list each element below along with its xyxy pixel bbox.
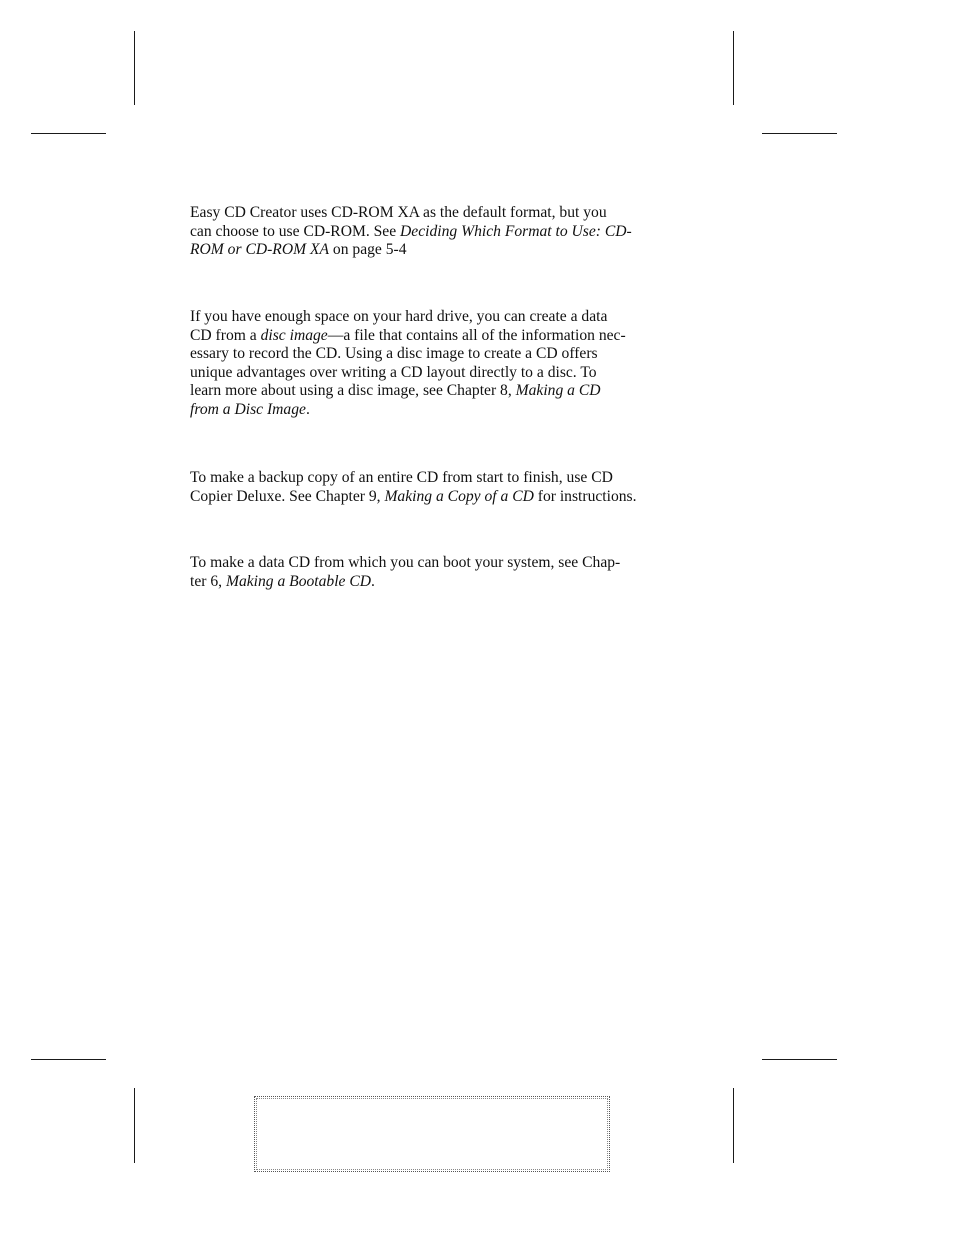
paragraph-copy-cd	[190, 469, 662, 506]
paragraph-bootable-cd	[190, 554, 662, 591]
text-line: from a Disc Image.	[190, 400, 310, 418]
crop-mark-top-left-vertical	[134, 31, 135, 105]
text-line: If you have enough space on your hard drive, you can create a data	[190, 308, 608, 325]
text-line: learn more about using a disc image, see Chapter 8, Making a CD	[190, 382, 601, 400]
crop-mark-top-left-horizontal	[31, 133, 106, 134]
paragraph-format	[190, 204, 662, 260]
slug-box	[254, 1096, 610, 1172]
crop-mark-bottom-left-horizontal	[31, 1059, 106, 1060]
text-line: CD from a disc image—a file that contains all of the information nec-	[190, 326, 626, 344]
text-line: ter 6, Making a Bootable CD.	[190, 572, 375, 590]
text-line: To make a data CD from which you can boot your system, see Chap-	[190, 554, 621, 571]
text-line: Easy CD Creator uses CD-ROM XA as the default format, but you	[190, 204, 607, 221]
text-line: essary to record the CD. Using a disc image to create a CD offers	[190, 345, 598, 363]
text-line: To make a backup copy of an entire CD from start to finish, use CD	[190, 469, 613, 486]
text-line: can choose to use CD-ROM. See Deciding Which Format to Use: CD-	[190, 222, 632, 240]
crop-mark-bottom-right-vertical	[733, 1088, 734, 1163]
crop-mark-top-right-horizontal	[762, 133, 837, 134]
crop-mark-bottom-right-horizontal	[762, 1059, 837, 1060]
text-line: ROM or CD-ROM XA on page 5-4	[190, 241, 407, 259]
text-line: unique advantages over writing a CD layout directly to a disc. To	[190, 363, 597, 381]
text-line: Copier Deluxe. See Chapter 9, Making a Copy of a CD for instructions.	[190, 487, 637, 505]
paragraph-disc-image	[190, 308, 662, 420]
crop-mark-top-right-vertical	[733, 31, 734, 105]
crop-mark-bottom-left-vertical	[134, 1088, 135, 1163]
